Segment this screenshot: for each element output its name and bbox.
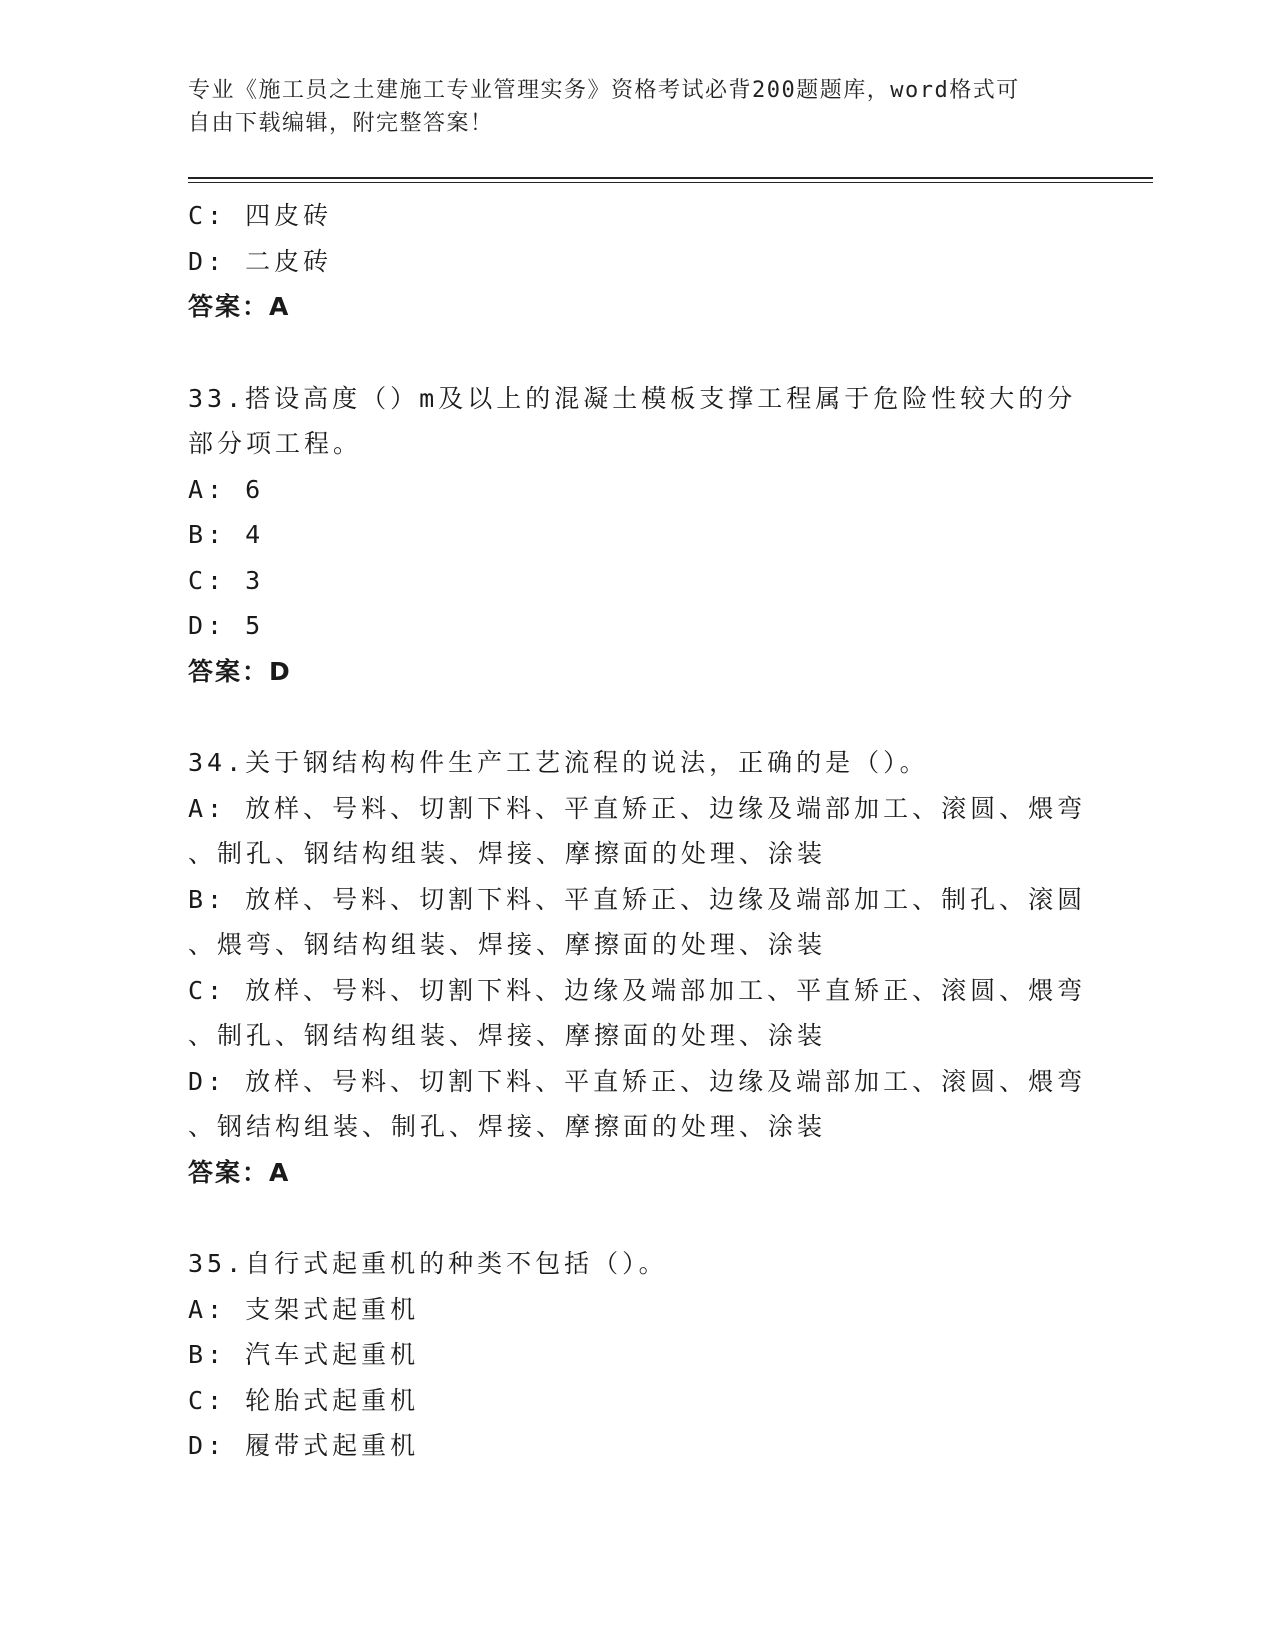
header-line-2: 自由下载编辑，附完整答案！ — [188, 111, 494, 136]
question-stem: 33.搭设高度（）m及以上的混凝土模板支撑工程属于危险性较大的分 — [188, 383, 1077, 413]
question-33 — [188, 376, 1088, 695]
option-c: C: 3 — [188, 565, 265, 595]
option-c-cont: 、制孔、钢结构组装、焊接、摩擦面的处理、涂装 — [188, 1021, 827, 1050]
option-b-cont: 、煨弯、钢结构组装、焊接、摩擦面的处理、涂装 — [188, 930, 827, 959]
option-a: A: 支架式起重机 — [188, 1294, 420, 1324]
header-rule-thick — [188, 177, 1153, 179]
option-b: B: 汽车式起重机 — [188, 1340, 420, 1369]
option-a: A: 6 — [188, 474, 265, 504]
header-line-1: 专业《施工员之土建施工专业管理实务》资格考试必背200题题库，word格式可 — [188, 78, 1020, 103]
question-stem: 35.自行式起重机的种类不包括（）。 — [188, 1249, 668, 1278]
answer-line: 答案：A — [188, 292, 291, 321]
option-b: B: 4 — [188, 520, 265, 549]
spacer — [188, 1195, 1088, 1241]
answer-line: 答案：D — [188, 656, 292, 686]
answer-line: 答案：A — [188, 1157, 291, 1187]
option-c: C: 放样、号料、切割下料、边缘及端部加工、平直矫正、滚圆、煨弯 — [188, 975, 1087, 1005]
document-body — [188, 193, 1088, 1469]
option-d: D: 二皮砖 — [188, 246, 333, 276]
option-d: D: 5 — [188, 611, 265, 640]
option-c: C: 轮胎式起重机 — [188, 1385, 420, 1415]
option-d-cont: 、钢结构组装、制孔、焊接、摩擦面的处理、涂装 — [188, 1112, 827, 1141]
question-34 — [188, 740, 1088, 1195]
option-b: B: 放样、号料、切割下料、平直矫正、边缘及端部加工、制孔、滚圆 — [188, 884, 1087, 914]
question-32-tail — [188, 193, 1088, 330]
page-header — [188, 74, 1068, 140]
question-stem: 34.关于钢结构构件生产工艺流程的说法，正确的是（）。 — [188, 748, 929, 777]
spacer — [188, 330, 1088, 376]
question-stem-cont: 部分项工程。 — [188, 429, 363, 458]
option-a-cont: 、制孔、钢结构组装、焊接、摩擦面的处理、涂装 — [188, 839, 827, 868]
question-35 — [188, 1241, 1088, 1469]
option-d: D: 履带式起重机 — [188, 1431, 420, 1460]
header-rule-thin — [188, 182, 1153, 183]
option-c: C: 四皮砖 — [188, 201, 333, 230]
option-d: D: 放样、号料、切割下料、平直矫正、边缘及端部加工、滚圆、煨弯 — [188, 1066, 1087, 1096]
option-a: A: 放样、号料、切割下料、平直矫正、边缘及端部加工、滚圆、煨弯 — [188, 793, 1087, 823]
spacer — [188, 694, 1088, 740]
